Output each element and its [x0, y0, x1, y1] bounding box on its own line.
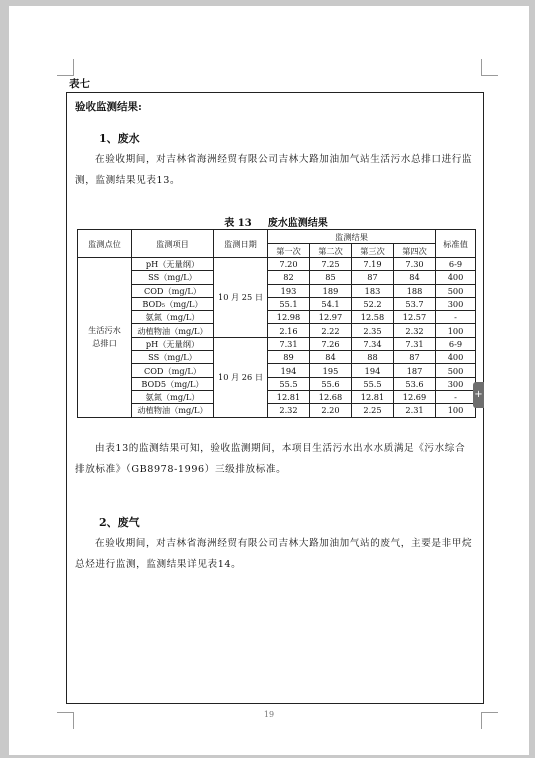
value-cell: 189: [310, 284, 352, 297]
limit-cell: 300: [436, 297, 476, 310]
value-cell: 7.26: [310, 337, 352, 350]
expand-side-tab[interactable]: +: [473, 382, 484, 408]
value-cell: 12.69: [394, 390, 436, 403]
value-cell: 7.31: [394, 337, 436, 350]
value-cell: 12.98: [268, 311, 310, 324]
wastewater-conclusion: 由表13的监测结果可知，验收监测期间，本项目生活污水出水水质满足《污水综合排放标准》（GB8978-1996）三级排放标准。: [75, 443, 466, 475]
table-caption: [67, 214, 485, 229]
value-cell: 2.25: [352, 404, 394, 417]
value-cell: 55.5: [352, 377, 394, 390]
item-cell: SS（mg/L）: [132, 271, 214, 284]
value-cell: 193: [268, 284, 310, 297]
item-cell: BOD5（mg/L）: [132, 377, 214, 390]
value-cell: 89: [268, 351, 310, 364]
table-row: [78, 404, 476, 417]
limit-cell: 300: [436, 377, 476, 390]
header-date: 监测日期: [214, 230, 268, 258]
value-cell: 84: [310, 351, 352, 364]
wastewater-intro: 在验收期间，对吉林省海洲经贸有限公司吉林大路加油加气站生活污水总排口进行监测，监测结果见表13。: [75, 154, 473, 186]
table-row: [78, 311, 476, 324]
date-cell: 10 月 25 日: [214, 258, 268, 338]
value-cell: 2.22: [310, 324, 352, 337]
location-line-1: 生活污水: [88, 325, 121, 336]
document-page: [9, 6, 529, 755]
crop-mark-top-right: [481, 59, 498, 76]
value-cell: 12.97: [310, 311, 352, 324]
value-cell: 12.58: [352, 311, 394, 324]
exhaust-intro: 在验收期间，对吉林省海洲经贸有限公司吉林大路加油加气站的废气，主要是非甲烷总烃进行监测，监测结果详见表14。: [75, 538, 473, 570]
value-cell: 2.32: [268, 404, 310, 417]
limit-cell: 400: [436, 351, 476, 364]
table-row: [78, 351, 476, 364]
page-number: 19: [263, 710, 275, 719]
limit-cell: 500: [436, 364, 476, 377]
value-cell: 183: [352, 284, 394, 297]
item-cell: 动植物油（mg/L）: [132, 324, 214, 337]
value-cell: 54.1: [310, 297, 352, 310]
value-cell: 2.16: [268, 324, 310, 337]
value-cell: 52.2: [352, 297, 394, 310]
value-cell: 84: [394, 271, 436, 284]
header-run-1: 第一次: [268, 244, 310, 258]
value-cell: 194: [268, 364, 310, 377]
value-cell: 82: [268, 271, 310, 284]
item-cell: SS（mg/L）: [132, 351, 214, 364]
table-row: [78, 390, 476, 403]
table-row: [78, 377, 476, 390]
limit-cell: 500: [436, 284, 476, 297]
value-cell: 2.32: [394, 324, 436, 337]
header-limit: 标准值: [436, 230, 476, 258]
limit-cell: 6-9: [436, 258, 476, 271]
date-cell: 10 月 26 日: [214, 337, 268, 417]
value-cell: 7.19: [352, 258, 394, 271]
value-cell: 53.6: [394, 377, 436, 390]
location-line-2: 总排口: [92, 338, 117, 349]
value-cell: 87: [394, 351, 436, 364]
item-cell: BOD₅（mg/L）: [132, 297, 214, 310]
location-cell: [78, 258, 132, 418]
frame-title: 验收监测结果:: [75, 101, 142, 113]
value-cell: 2.31: [394, 404, 436, 417]
value-cell: 7.34: [352, 337, 394, 350]
table-caption-number: 表 13: [224, 218, 252, 229]
table-row: [78, 297, 476, 310]
table-row: [78, 258, 476, 271]
value-cell: 12.81: [268, 390, 310, 403]
header-results: 监测结果: [268, 230, 436, 244]
content-frame: [66, 92, 484, 704]
item-cell: COD（mg/L）: [132, 364, 214, 377]
value-cell: 7.31: [268, 337, 310, 350]
crop-mark-top-left: [57, 59, 74, 76]
value-cell: 55.6: [310, 377, 352, 390]
item-cell: COD（mg/L）: [132, 284, 214, 297]
header-run-2: 第二次: [310, 244, 352, 258]
limit-cell: 100: [436, 404, 476, 417]
value-cell: 195: [310, 364, 352, 377]
wastewater-results-table: [77, 229, 476, 418]
limit-cell: -: [436, 311, 476, 324]
header-item: 监测项目: [132, 230, 214, 258]
table-row: [78, 324, 476, 337]
value-cell: 2.20: [310, 404, 352, 417]
header-run-4: 第四次: [394, 244, 436, 258]
item-cell: 氨氮（mg/L）: [132, 390, 214, 403]
header-run-3: 第三次: [352, 244, 394, 258]
exhaust-heading: 2、废气: [99, 516, 140, 529]
value-cell: 12.81: [352, 390, 394, 403]
value-cell: 194: [352, 364, 394, 377]
section-label: 表七: [69, 78, 90, 90]
limit-cell: 6-9: [436, 337, 476, 350]
value-cell: 12.68: [310, 390, 352, 403]
value-cell: 55.5: [268, 377, 310, 390]
value-cell: 7.30: [394, 258, 436, 271]
value-cell: 88: [352, 351, 394, 364]
value-cell: 7.20: [268, 258, 310, 271]
value-cell: 12.57: [394, 311, 436, 324]
table-row: [78, 271, 476, 284]
header-location: 监测点位: [78, 230, 132, 258]
value-cell: 85: [310, 271, 352, 284]
value-cell: 55.1: [268, 297, 310, 310]
table-caption-title: 废水监测结果: [267, 218, 328, 229]
item-cell: pH（无量纲）: [132, 337, 214, 350]
value-cell: 187: [394, 364, 436, 377]
value-cell: 53.7: [394, 297, 436, 310]
wastewater-heading: 1、废水: [99, 132, 140, 145]
table-row: [78, 364, 476, 377]
value-cell: 2.35: [352, 324, 394, 337]
item-cell: 动植物油（mg/L）: [132, 404, 214, 417]
table-row: [78, 337, 476, 350]
item-cell: pH（无量纲）: [132, 258, 214, 271]
limit-cell: 400: [436, 271, 476, 284]
item-cell: 氨氮（mg/L）: [132, 311, 214, 324]
table-row: [78, 284, 476, 297]
limit-cell: -: [436, 390, 476, 403]
value-cell: 7.25: [310, 258, 352, 271]
value-cell: 188: [394, 284, 436, 297]
value-cell: 87: [352, 271, 394, 284]
limit-cell: 100: [436, 324, 476, 337]
